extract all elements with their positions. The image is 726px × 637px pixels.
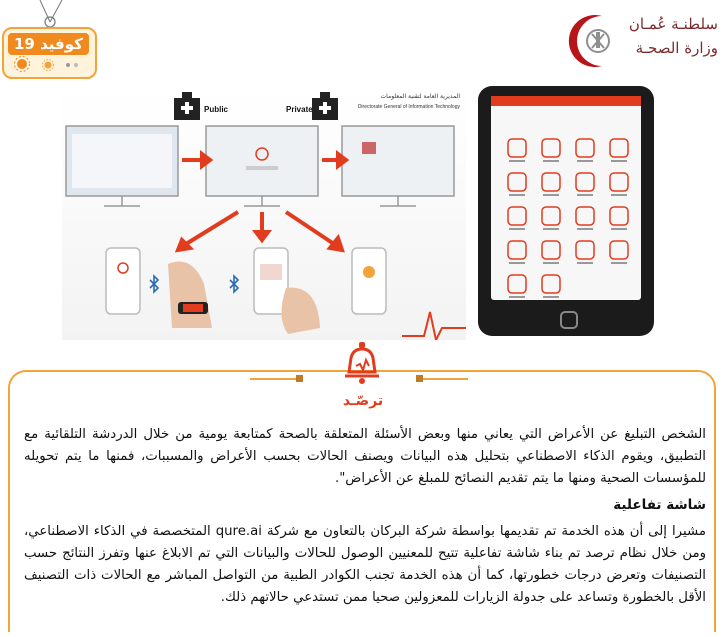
article-paragraph-2: مشيرا إلى أن هذه الخدمة تم تقديمها بواسطة شركة البركان بالتعاون مع شركة qure.ai المتخصصة في الذكاء الاصطناعي، ومن خلال نظام ترصد تم بناء شاشة تفاعلية تتيح للمعنيين الوصول للحالات والبيانات التي تم الابلاغ عنها وتفرز النتائج حسب التصنيفات وتعرض درجات خطورتها، كما أن هذه الخدمة تجنب الكوادر الطبية من التواصل المباشر مع الحالات ذات التصنيف الأقل بالخطورة وتساعد على جدولة الزيارات للمعزولين صحيا ممن تستدعي حالاتهم ذلك.: [24, 524, 706, 605]
frame-accent-dot-right: [416, 375, 423, 382]
tablet-app-tile: [576, 241, 594, 259]
tablet-header-bar: [491, 96, 641, 106]
tablet-app-caption: [509, 228, 525, 230]
frame-accent-dot-left: [296, 375, 303, 382]
tablet-app-tile: [610, 173, 628, 191]
tablet-app-tile: [542, 207, 560, 225]
tablet-app-caption: [543, 194, 559, 196]
tablet-app-grid: [491, 96, 641, 300]
brand-name: ترصّـد: [342, 393, 384, 409]
tablet-app-tile: [576, 173, 594, 191]
tablet-app-tile: [508, 173, 526, 191]
tablet-app-tile: [610, 207, 628, 225]
hand-icon: [281, 288, 320, 334]
smartwatch-icon: [168, 262, 212, 329]
phone-left: [106, 248, 140, 314]
heartbeat-line: [402, 312, 466, 340]
tablet-app-tile: [610, 241, 628, 259]
frame-accent-right: [420, 378, 468, 380]
bell-icon: [339, 340, 385, 386]
tablet-app-caption: [577, 160, 593, 162]
tablet-app-tile: [542, 275, 560, 293]
directorate-label-en: Directorate General of Information Technology: [357, 104, 460, 110]
system-diagram-art: [62, 88, 466, 340]
private-hospital-icon: [312, 92, 338, 120]
tablet-app-caption: [611, 160, 627, 162]
frame-accent-left: [250, 378, 298, 380]
tablet-app-tile: [542, 173, 560, 191]
tablet-app-caption: [577, 228, 593, 230]
tablet-app-caption: [543, 296, 559, 298]
phone-right: [352, 248, 386, 314]
section-heading: شاشة تفاعلية: [613, 497, 706, 513]
private-label: Private: [286, 105, 313, 114]
ministry-name-line2: وزارة الصحـة: [635, 39, 718, 57]
tablet-app-tile: [610, 139, 628, 157]
tablet-app-caption: [543, 228, 559, 230]
tablet-app-caption: [543, 262, 559, 264]
tablet-app-caption: [611, 228, 627, 230]
tablet-app-tile: [576, 207, 594, 225]
virus-icon: [10, 54, 80, 74]
tablet-app-tile: [508, 275, 526, 293]
tablet-app-caption: [577, 262, 593, 264]
tablet-app-caption: [509, 160, 525, 162]
monitor-center: [206, 126, 318, 206]
tablet-app-caption: [543, 160, 559, 162]
monitor-right: [342, 126, 454, 206]
tablet-home-button: [560, 311, 578, 329]
directorate-label-ar: المديرية العامة لتقنية المعلومات: [380, 93, 460, 100]
tablet-app-caption: [611, 194, 627, 196]
tablet-app-tile: [508, 207, 526, 225]
tablet-app-tile: [542, 241, 560, 259]
tablet-app-caption: [611, 262, 627, 264]
tablet-app-tile: [542, 139, 560, 157]
tablet-app-tile: [508, 139, 526, 157]
article-paragraph-1: الشخص التبليغ عن الأعراض التي يعاني منها وبعض الأسئلة المتعلقة بالصحة كمتابعة يومية من خلال الدردشة التلقائية مع التطبيق، ويقوم الذكاء الاصطناعي بتحليل هذه البيانات ويصنف الحالات بحسب الأعراض والمسببات، فمنها ما يتم تحويله للمؤسسات الصحية ومنها ما يتم تقديم النصائح للمبلغ عن الأعراض".: [24, 427, 706, 486]
covid-tag-hanger: [0, 0, 100, 30]
ministry-emblem-icon: [562, 10, 624, 72]
tablet-app-tile: [576, 139, 594, 157]
covid-tag-label: كوفيد 19: [8, 33, 89, 55]
tablet-app-caption: [509, 296, 525, 298]
public-label: Public: [204, 105, 229, 114]
tablet-app-caption: [509, 194, 525, 196]
monitor-left: [66, 126, 178, 206]
tablet-app-tile: [508, 241, 526, 259]
public-hospital-icon: [174, 92, 200, 120]
tablet-app-caption: [509, 262, 525, 264]
tablet-app-caption: [577, 194, 593, 196]
ministry-name-line1: سلطنـة عُمـان: [628, 15, 718, 33]
